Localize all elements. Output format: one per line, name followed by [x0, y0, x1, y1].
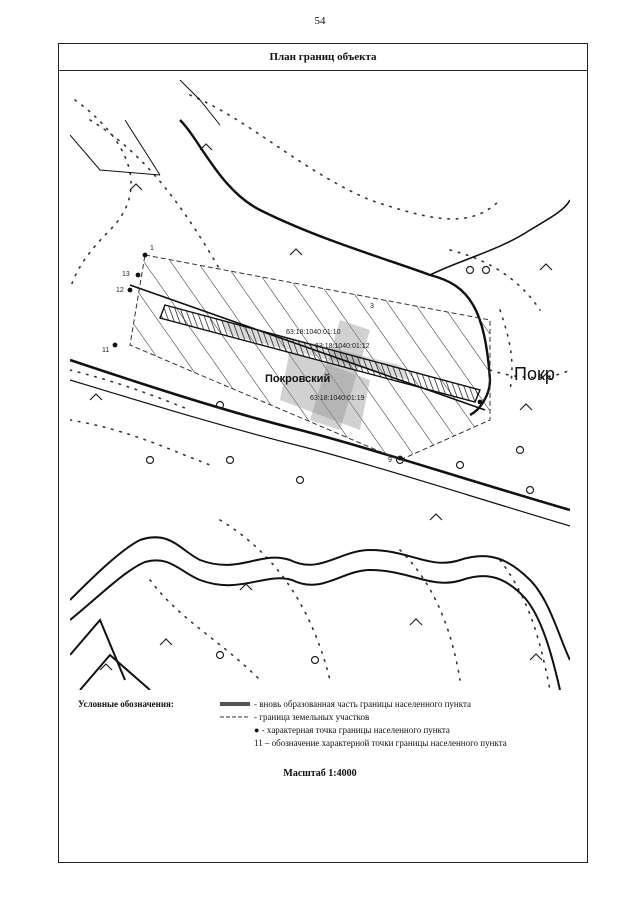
point-label-11: 11 — [102, 347, 110, 354]
title-band — [58, 43, 588, 71]
parcel-label-3: 63:18:1040:01:19 — [310, 395, 365, 402]
settlement-label: Покровский — [265, 373, 331, 385]
plan-title: План границ объекта — [269, 51, 377, 63]
map-area — [70, 80, 570, 690]
map-svg — [70, 80, 570, 690]
new-boundary-symbol — [220, 698, 250, 711]
legend-row-point-label — [220, 737, 507, 750]
legend-text-point-label: 11 – обозначение характерной точки границы населенного пункта — [254, 738, 507, 748]
legend-row-point — [220, 724, 450, 737]
legend-text-new-boundary: - вновь образованная часть границы населенного пункта — [254, 699, 472, 709]
point-label-12: 12 — [116, 287, 124, 294]
legend-text-point: ● - характерная точка границы населенного пункта — [254, 725, 450, 735]
page-number: 54 — [314, 15, 326, 27]
map-scale: Масштаб 1:4000 — [283, 768, 357, 779]
river — [70, 537, 570, 690]
point-label-1: 1 — [150, 245, 154, 252]
parcel-label-2: 63:18:1040:01:12 — [315, 343, 370, 350]
legend-heading: Условные обозначения: — [78, 699, 174, 709]
parcel-boundary-symbol — [220, 711, 250, 724]
edge-label: Покр — [514, 364, 555, 384]
legend-row-new-boundary — [220, 698, 471, 711]
parcel-label-1: 63:18:1040:01:10 — [286, 329, 341, 336]
legend-text-parcel-boundary: - граница земельных участков — [254, 712, 370, 722]
point-label-9: 9 — [388, 457, 392, 464]
legend-row-parcel-boundary — [220, 711, 369, 724]
point-label-13: 13 — [122, 271, 130, 278]
point-label-3: 3 — [370, 303, 374, 310]
